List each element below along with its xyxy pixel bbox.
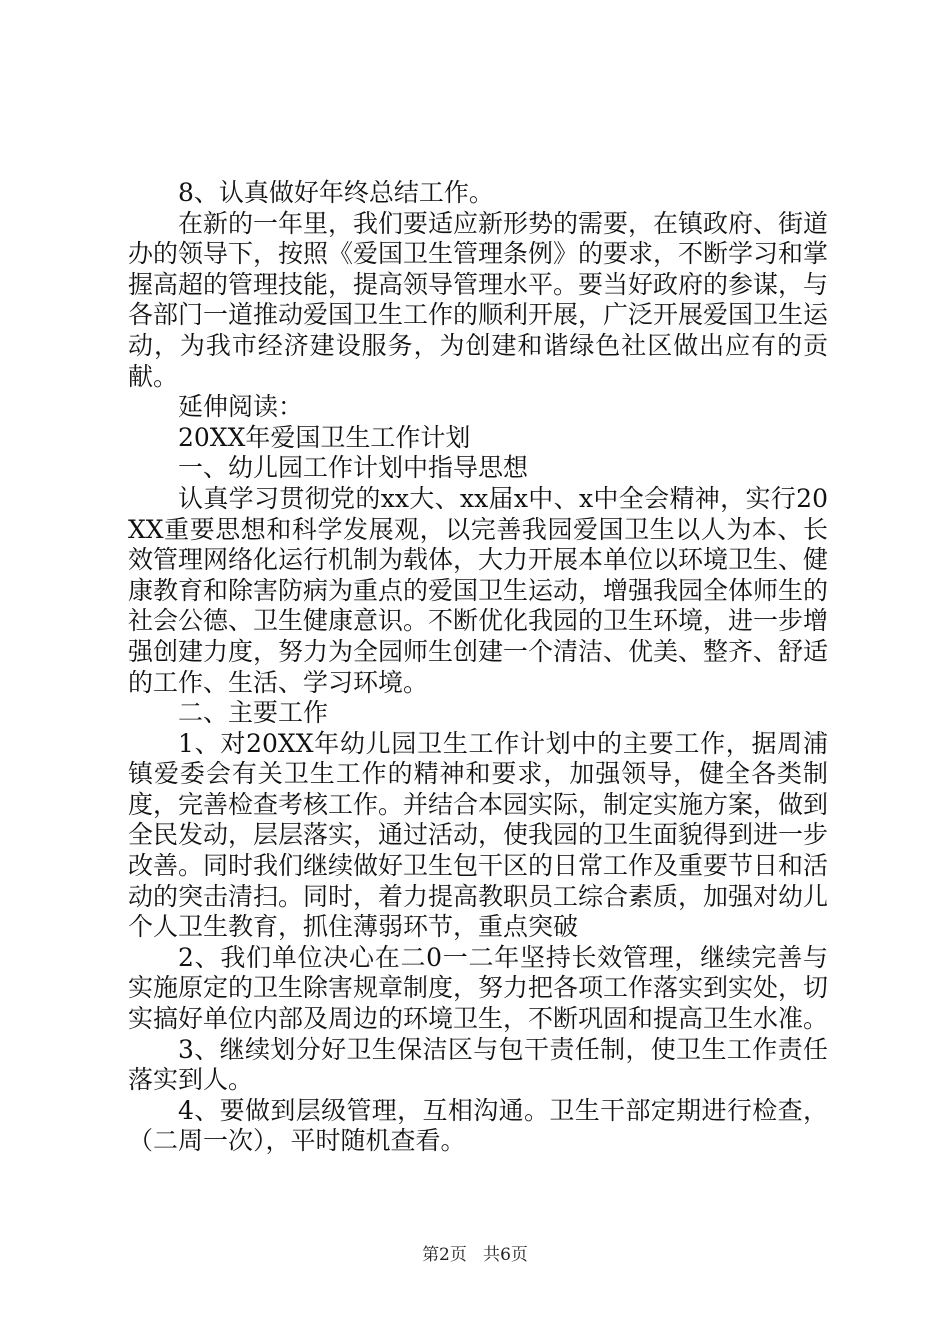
paragraph-new-year: 在新的一年里，我们要适应新形势的需要，在镇政府、街道办的领导下，按照《爱国卫生管理条例》的要求，不断学习和掌握高超的管理技能，提高领导管理水平。要当好政府的参谋，与各部门一道推动爱国卫生工作的顺利开展，广泛开展爱国卫生运动，为我市经济建设服务，为创建和谐绿色社区做出应有的贡献。 bbox=[128, 208, 829, 391]
paragraph-extended-reading: 延伸阅读： bbox=[178, 392, 304, 422]
paragraph-item-8-summary: 8、认真做好年终总结工作。 bbox=[178, 178, 494, 207]
paragraph-guiding-thought: 认真学习贯彻党的xx大、xx届x中、x中全会精神，实行20XX重要思想和科学发展观，以完善我园爱国卫生以人为本、长效管理网络化运行机制为载体，大力开展本单位以环境卫生、健康教育和除害防病为重点的爱国卫生运动，增强我园全体师生的社会公德、卫生健康意识。不断优化我园的卫生环境，进一步增强创建力度，努力为全园师生创建一个清洁、优美、整齐、舒适的工作、生活、学习环境。 bbox=[128, 483, 829, 697]
paragraph-main-work-4: 4、要做到层级管理，互相沟通。卫生干部定期进行检查，（二周一次），平时随机查看。 bbox=[128, 1095, 828, 1156]
paragraph-plan-title: 20XX年爱国卫生工作计划 bbox=[178, 422, 471, 452]
section-heading-guiding-thought: 一、幼儿园工作计划中指导思想 bbox=[178, 453, 529, 483]
document-body bbox=[128, 178, 828, 1157]
paragraph-main-work-2: 2、我们单位决心在二0一二年坚持长效管理，继续完善与实施原定的卫生除害规章制度，努力把各项工作落实到实处，切实搞好单位内部及周边的环境卫生，不断巩固和提高卫生水准。 bbox=[128, 942, 829, 1034]
page-number: 第2页 bbox=[422, 1245, 467, 1265]
page-total: 共6页 bbox=[483, 1245, 528, 1265]
page-footer bbox=[0, 1244, 950, 1266]
section-heading-main-work: 二、主要工作 bbox=[178, 698, 329, 728]
footer-spacer bbox=[472, 1245, 477, 1265]
paragraph-main-work-3: 3、继续划分好卫生保洁区与包干责任制，使卫生工作责任落实到人。 bbox=[128, 1034, 828, 1095]
paragraph-main-work-1: 1、对20XX年幼儿园卫生工作计划中的主要工作，据周浦镇爱委会有关卫生工作的精神和要求，加强领导，健全各类制度，完善检查考核工作。并结合本园实际，制定实施方案，做到全民发动，层层落实，通过活动，使我园的卫生面貌得到进一步改善。同时我们继续做好卫生包干区的日常工作及重要节日和活动的突击清扫。同时，着力提高教职员工综合素质，加强对幼儿个人卫生教育，抓住薄弱环节，重点突破 bbox=[128, 728, 829, 942]
